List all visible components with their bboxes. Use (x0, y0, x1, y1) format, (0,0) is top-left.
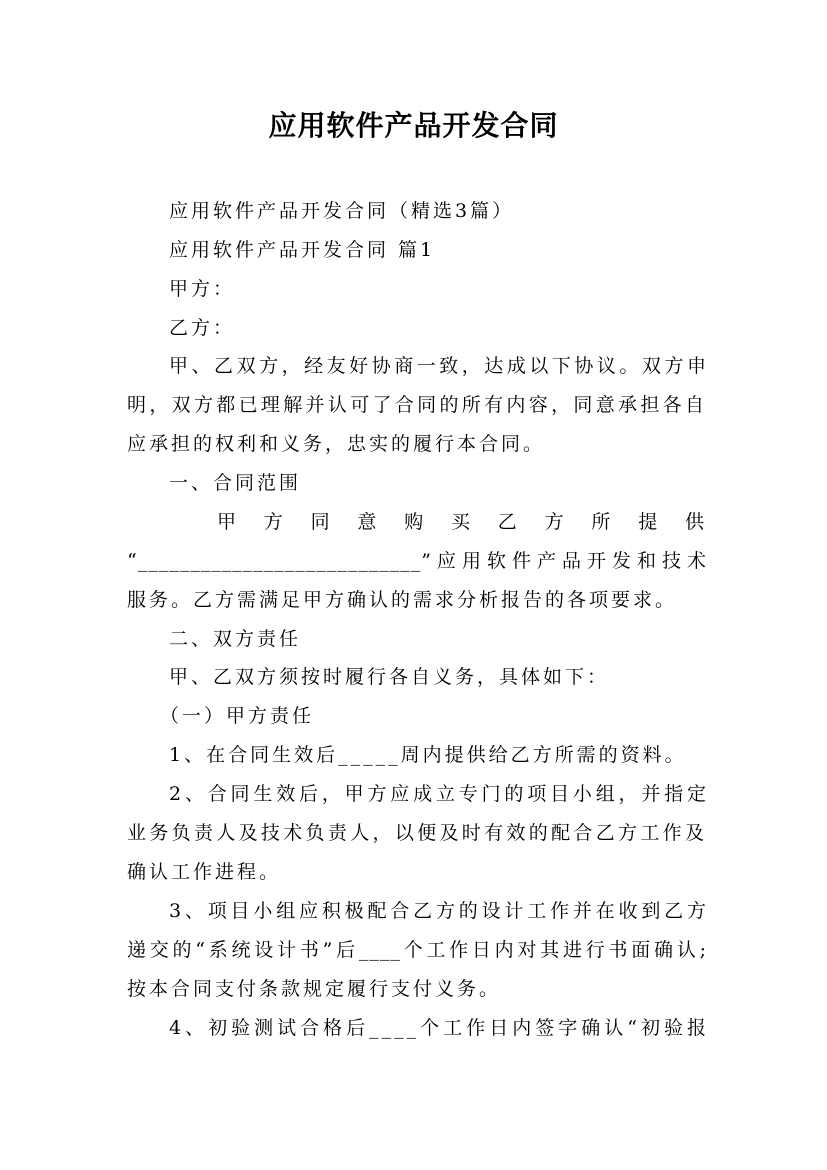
paragraph-line: 甲、乙双方，经友好协商一致，达成以下协议。双方申 (169, 355, 709, 377)
subclause-heading-line: （一）甲方责任 (160, 705, 315, 727)
paragraph-line: 确认工作进程。 (127, 861, 282, 883)
clause-heading-line: 二、双方责任 (169, 628, 302, 650)
paragraph-line: 甲、乙双方须按时履行各自义务，具体如下： (169, 666, 610, 688)
paragraph-line: 应承担的权利和义务，忠实的履行本合同。 (127, 433, 546, 455)
section-heading-line: 应用软件产品开发合同 篇1 (169, 239, 436, 261)
paragraph-line: 明，双方都已理解并认可了合同的所有内容，同意承担各自 (127, 394, 707, 416)
paragraph-line: 甲 方 同 意 购 买 乙 方 所 提 供 (217, 511, 707, 533)
party-a-line: 甲方： (169, 278, 236, 300)
paragraph-line: 1、在合同生效后_____周内提供给乙方所需的资料。 (169, 744, 687, 766)
paragraph-line: 3、项目小组应积极配合乙方的设计工作并在收到乙方 (169, 900, 709, 922)
paragraph-line: 递交的“系统设计书”后____个工作日内对其进行书面确认; (127, 939, 707, 961)
party-b-line: 乙方： (169, 317, 236, 339)
paragraph-line: 4、初验测试合格后____个工作日内签字确认“初验报 (169, 1017, 709, 1039)
clause-heading-line: 一、合同范围 (169, 472, 302, 494)
paragraph-line: 业务负责人及技术负责人，以便及时有效的配合乙方工作及 (127, 822, 707, 844)
document-title: 应用软件产品开发合同 (268, 109, 559, 142)
paragraph-line: 按本合同支付条款规定履行支付义务。 (127, 978, 502, 1000)
paragraph-line: 2、合同生效后，甲方应成立专门的项目小组，并指定 (169, 783, 709, 805)
subtitle-line: 应用软件产品开发合同（精选3篇） (169, 200, 515, 222)
paragraph-line: “___________________________”应用软件产品开发和技术 (127, 550, 707, 572)
paragraph-line: 服务。乙方需满足甲方确认的需求分析报告的各项要求。 (127, 589, 678, 611)
